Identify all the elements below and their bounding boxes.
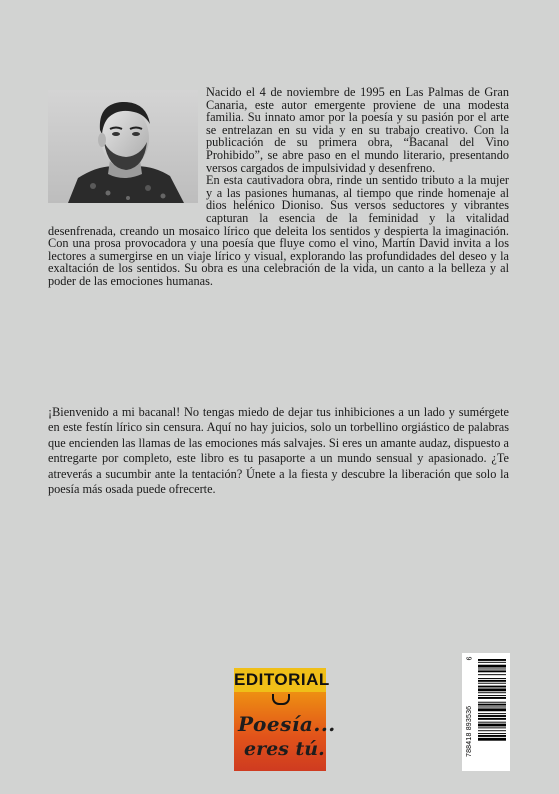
- barcode-bar: [478, 669, 506, 670]
- logo-line-1: Poesía...: [238, 712, 336, 736]
- barcode-digits: 788418 893536: [466, 705, 473, 757]
- barcode-bar: [478, 727, 506, 728]
- barcode-bar: [478, 665, 506, 668]
- barcode-bar: [478, 707, 506, 708]
- barcode-bar: [478, 659, 506, 661]
- barcode-bar: [478, 702, 506, 703]
- photo-spacer: [48, 86, 206, 216]
- isbn-barcode: [462, 653, 510, 771]
- barcode-bar: [478, 688, 506, 691]
- barcode-bar: [478, 683, 506, 684]
- bio-paragraph-1: Nacido el 4 de noviembre de 1995 en Las Palmas de Gran Canaria, este autor emergente proviene de una modesta familia. Su innato amor por la poesía y su pasión por el arte se entrelazan en su vida y en su trabajo creativo. Con la publicación de su primera obra, “Bacanal del Vino Prohibido”, se abre paso en el mundo literario, presentando versos cargados de impulsividad y desenfreno.: [206, 85, 509, 175]
- barcode-bar: [478, 722, 506, 723]
- barcode-lead-digit: 9: [464, 656, 472, 661]
- barcode-bar: [478, 692, 506, 693]
- barcode-bar: [478, 708, 506, 711]
- barcode-bar: [478, 738, 506, 741]
- barcode-bar: [478, 686, 506, 688]
- barcode-bar: [478, 674, 506, 675]
- barcode-bar: [478, 670, 506, 672]
- barcode-bar: [478, 724, 506, 727]
- logo-line-2: eres tú.: [244, 738, 325, 760]
- publisher-logo: [234, 668, 336, 771]
- barcode-bar: [478, 730, 506, 731]
- barcode-bar: [478, 695, 506, 696]
- barcode-bar: [478, 735, 506, 737]
- barcode-bar: [478, 713, 506, 714]
- logo-editorial-label: EDITORIAL: [234, 668, 326, 692]
- barcode-bar: [478, 715, 506, 717]
- invitation-paragraph: ¡Bienvenido a mi bacanal! No tengas miedo de dejar tus inhibiciones a un lado y sumérgete en este festín lírico sin censura. Aquí no hay juicios, solo un torbellino orgiástico de palabras que encienden las llamas de las emociones más salvajes. Si eres un amante audaz, dispuesto a entregarte por completo, este libro es tu pasaporte a un mundo sensual y apasionado. ¿Te atreverás a sucumbir ante la tentación? Únete a la fiesta y descubre la liberación que solo la poesía más osada puede ofrecerte.: [48, 405, 509, 497]
- barcode-bar: [478, 704, 506, 706]
- barcode-bar: [478, 697, 506, 699]
- barcode-bar: [478, 662, 506, 663]
- barcode-bar: [478, 718, 506, 720]
- barcode-bar: [478, 733, 506, 734]
- bio-paragraph-2: En esta cautivadora obra, rinde un sentido tributo a la mujer y a las pasiones humanas, al tiempo que rinde homenaje al dios helénico Dioniso. Sus versos seductores y vibrantes capturan la esencia de la feminidad y la vitalidad desenfrenada, creando un mosaico lírico que deleita los sentidos y despierta la imaginación. Con una prosa provocadora y una poesía que fluye como el vino, Martín David invita a los lectores a sumergirse en un viaje lírico y visual, explorando las profundidades del deseo y la exaltación de los sentidos. Su obra es una celebración de la vida, un canto a la belleza y al poder de las emociones humanas.: [48, 173, 509, 288]
- cup-icon: [272, 694, 290, 705]
- barcode-bar: [478, 680, 506, 682]
- author-bio: [48, 86, 509, 288]
- barcode-bar: [478, 678, 506, 679]
